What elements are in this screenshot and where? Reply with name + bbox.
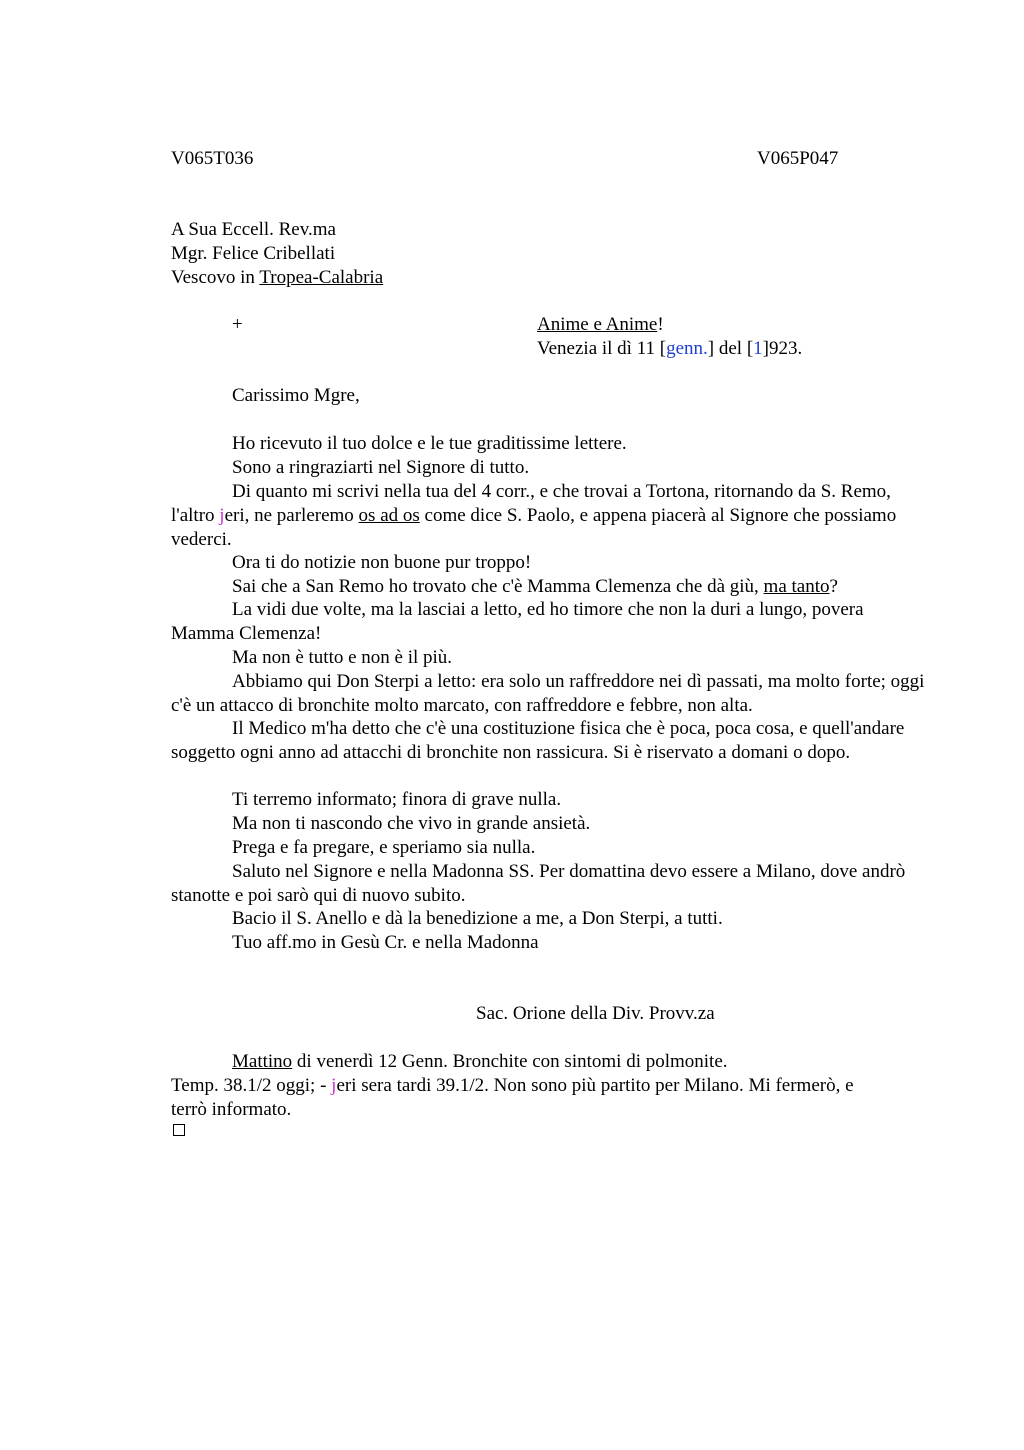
postscript-highlight-j: j	[331, 1075, 337, 1096]
postscript-line-1	[232, 1050, 728, 1074]
body-paragraph-13: Saluto nel Signore e nella Madonna SS. Per domattina devo essere a Milano, dove andrò stanotte e poi sarò qui di nuovo subito.	[171, 861, 906, 906]
date-mid: ] del [	[707, 338, 754, 359]
p5-underlined: ma tanto	[763, 576, 830, 597]
body-paragraph-4: Ora ti do notizie non buone pur troppo!	[232, 552, 532, 573]
cross-symbol: +	[232, 314, 243, 335]
p3-text-b: eri, ne parleremo	[224, 505, 359, 526]
end-mark-square-icon	[173, 1124, 185, 1136]
address-line-3	[171, 266, 383, 290]
body-paragraph-14: Bacio il S. Anello e dà la benedizione a me, a Don Sterpi, a tutti.	[232, 908, 723, 929]
p3-text-c: come dice S. Paolo, e appena piacerà al Signore che possiamo vederci.	[171, 505, 897, 550]
date-year-digit: 1	[753, 338, 763, 359]
postscript-line-2-a: Temp. 38.1/2 oggi; -	[171, 1075, 332, 1096]
postscript-line-1-rest: di venerdì 12 Genn. Bronchite con sintomi di polmonite.	[292, 1051, 728, 1072]
body-paragraph-12: Prega e fa pregare, e speriamo sia nulla.	[232, 837, 536, 858]
postscript-line-2	[171, 1074, 854, 1098]
place-date	[537, 337, 802, 361]
address-prefix: Vescovo in	[171, 267, 260, 288]
body-paragraph-11: Ma non ti nascondo che vivo in grande ansietà.	[232, 813, 591, 834]
p3-text-a: Di quanto mi scrivi nella tua del 4 corr., e che trovai a Tortona, ritornando da S. Remo, l'altro	[171, 481, 891, 526]
body-paragraph-2: Sono a ringraziarti nel Signore di tutto.	[232, 457, 530, 478]
address-line-2: Mgr. Felice Cribellati	[171, 243, 336, 264]
date-prefix: Venezia il dì 11 [	[537, 338, 667, 359]
body-paragraph-8: Abbiamo qui Don Sterpi a letto: era solo un raffreddore nei dì passati, ma molto forte; oggi c'è un attacco di bronchite molto marcato, con raffreddore e febbre, non alta.	[171, 671, 925, 716]
motto-suffix: !	[657, 314, 664, 335]
body-paragraph-1: Ho ricevuto il tuo dolce e le tue graditissime lettere.	[232, 433, 627, 454]
postscript-line-3: terrò informato.	[171, 1099, 292, 1120]
postscript-underlined: Mattino	[232, 1051, 293, 1072]
body-paragraph-5	[171, 575, 931, 599]
body-paragraph-7: Ma non è tutto e non è il più.	[232, 647, 453, 668]
signature: Sac. Orione della Div. Provv.za	[476, 1003, 715, 1024]
postscript-line-2-b: eri sera tardi 39.1/2. Non sono più partito per Milano. Mi fermerò, e	[336, 1075, 854, 1096]
p3-underlined: os ad os	[358, 505, 420, 526]
body-paragraph-15: Tuo aff.mo in Gesù Cr. e nella Madonna	[232, 932, 539, 953]
address-place: Tropea-Calabria	[259, 267, 384, 288]
body-paragraph-9: Il Medico m'ha detto che c'è una costituzione fisica che è poca, poca cosa, e quell'andare soggetto ogni anno ad attacchi di bronchite non rassicura. Si è riservato a domani o dopo.	[171, 718, 905, 763]
address-line-1: A Sua Eccell. Rev.ma	[171, 219, 336, 240]
motto	[537, 313, 664, 337]
p5-text-a: Sai che a San Remo ho trovato che c'è Mamma Clemenza che dà giù,	[232, 576, 764, 597]
body-paragraph-6: La vidi due volte, ma la lasciai a letto, ed ho timore che non la duri a lungo, povera Mamma Clemenza!	[171, 599, 864, 644]
p5-text-b: ?	[829, 576, 838, 597]
date-month: genn.	[666, 338, 708, 359]
document-code-left: V065T036	[171, 148, 254, 169]
motto-text: Anime e Anime	[537, 314, 658, 335]
document-code-right: V065P047	[757, 148, 839, 169]
p3-highlight-j: j	[219, 505, 225, 526]
body-paragraph-3	[171, 480, 931, 552]
body-paragraph-10: Ti terremo informato; finora di grave nulla.	[232, 789, 562, 810]
salutation: Carissimo Mgre,	[232, 385, 360, 406]
date-suffix: ]923.	[762, 338, 803, 359]
